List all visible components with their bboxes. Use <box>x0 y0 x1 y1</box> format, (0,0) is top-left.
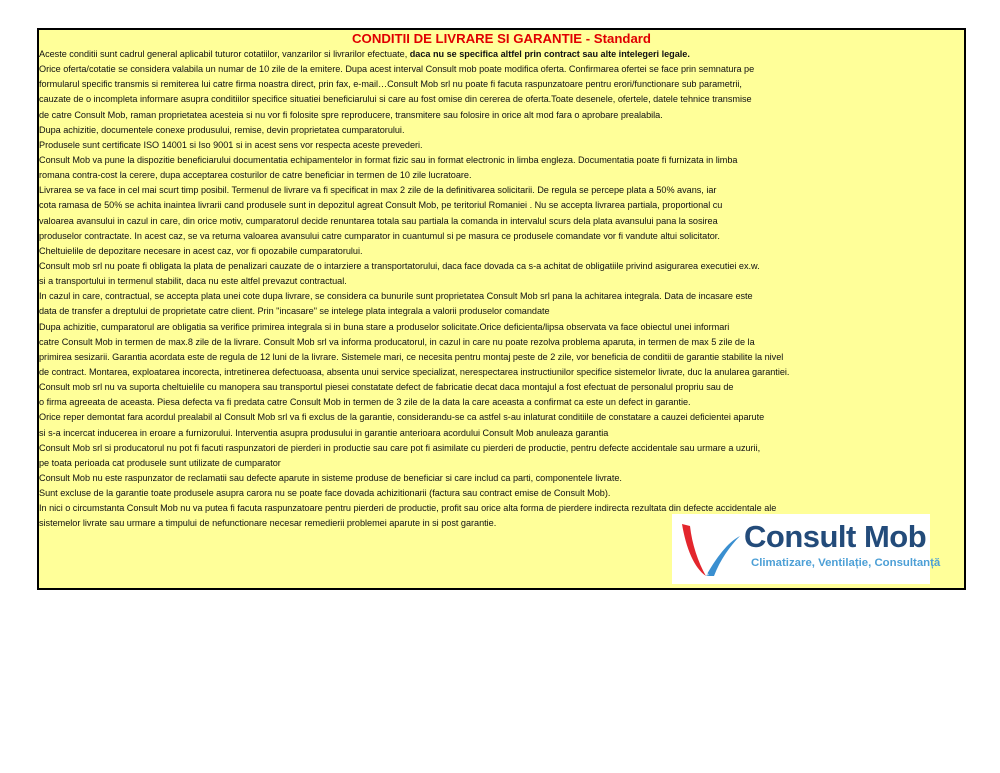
line-text: data de transfer a dreptului de proprietate catre client. Prin "incasare" se intelege plata integrala a valorii produselor comandate <box>39 306 550 317</box>
line-text: formularul specific transmis si remiterea lui catre firma noastra direct, prin fax, e-mail…Consult Mob srl nu poate fi facuta raspunzatoare pentru erori/functionare sub parametrii, <box>39 79 742 90</box>
line-text: Consult Mob srl si producatorul nu pot fi facuti raspunzatori de pierderi in productie sau care pot fi asimilate cu pierderi de productie, pentru defecte accidentale sau urmare a uzurii, <box>39 442 761 453</box>
document-line <box>39 471 964 486</box>
line-text: Produsele sunt certificate ISO 14001 si Iso 9001 si in acest sens vor respecta aceste prevederi. <box>39 139 423 150</box>
line-text: produselor contractate. In acest caz, se va returna valoarea avansului catre cumparator in cuantumul si pe masura ce produsele comandate vor fi vandute altui solicitator. <box>39 230 720 241</box>
line-text: In cazul in care, contractual, se accepta plata unei cote dupa livrare, se considera ca bunurile sunt proprietatea Consult Mob srl pana la achitarea integrala. Data de incasare este <box>39 291 753 302</box>
document-line <box>39 47 964 62</box>
line-text: In nici o circumstanta Consult Mob nu va putea fi facuta raspunzatoare pentru pierderi de productie, profit sau orice alta forma de pierdere indirecta rezultata din defecte accidentale ale <box>39 503 777 514</box>
document-line <box>39 62 964 77</box>
document-title: CONDITII DE LIVRARE SI GARANTIE - Standard <box>352 31 651 46</box>
line-text: de catre Consult Mob, raman proprietatea acesteia si nu vor fi folosite spre reproducere, transmitere sau folosire in orice alt mod fara o aprobare prealabila. <box>39 109 663 120</box>
document-line <box>39 183 964 198</box>
document-line <box>39 168 964 183</box>
document-line <box>39 289 964 304</box>
document-line <box>39 426 964 441</box>
line-text: romana contra-cost la cerere, dupa acceptarea costurilor de catre beneficiar in termen de 10 zile lucratoare. <box>39 170 472 181</box>
document-line <box>39 441 964 456</box>
line-text: primirea sesizarii. Garantia acordata este de regula de 12 luni de la livrare. Sistemele mari, ce necesita pentru montaj peste de 2 zile, vor beneficia de conditii de garantie stabilite la nivel <box>39 351 784 362</box>
document-line <box>39 244 964 259</box>
document-line <box>39 138 964 153</box>
line-text: valoarea avansului in cazul in care, din orice motiv, cumparatorul decide renuntarea totala sau partiala la comanda in intervalul scurs dela plata avansului pana la sosirea <box>39 215 718 226</box>
line-bold-text: daca nu se specifica altfel prin contract sau alte intelegeri legale. <box>409 49 690 59</box>
line-text: Cheltuielile de depozitare necesare in acest caz, vor fi opozabile cumparatorului. <box>39 245 363 256</box>
line-text: pe toata perioada cat produsele sunt utilizate de cumparator <box>39 457 281 468</box>
line-text: Dupa achizitie, cumparatorul are obligatia sa verifice primirea integrala si in buna stare a produselor solicitate.Orice deficienta/lipsa observata va face obiectul unei informari <box>39 321 730 332</box>
line-text: Aceste conditii sunt cadrul general aplicabil tuturor cotatiilor, vanzarilor si livrarilor efectuate, <box>39 49 410 59</box>
document-line <box>39 259 964 274</box>
line-text: Orice oferta/cotatie se considera valabila un numar de 10 zile de la emitere. Dupa acest interval Consult mob poate modifica oferta. Confirmarea ofertei se face prin semnatura pe <box>39 64 755 75</box>
document-line <box>39 229 964 244</box>
line-text: de contract. Montarea, exploatarea incorecta, intretinerea defectuoasa, absenta unui service specializat, nerespectarea instructiunilor specifice sistemelor livrate, duc la anularea garantiei. <box>39 366 790 377</box>
document-line <box>39 380 964 395</box>
document-line <box>39 304 964 319</box>
document-line <box>39 198 964 213</box>
line-text: Consult Mob va pune la dispozitie beneficiarului documentatia echipamentelor in format fizic sau in format electronic in limba engleza. Documentatia poate fi furnizata in limba <box>39 154 738 165</box>
logo-swoosh-icon <box>676 518 742 580</box>
conditions-sheet <box>37 28 966 590</box>
line-text: sistemelor livrate sau urmare a timpului de nefunctionare necesar remedierii problemei aparute in si post garantie. <box>39 518 497 529</box>
document-line <box>39 335 964 350</box>
logo-company-name: Consult Mob <box>744 519 927 554</box>
company-logo <box>672 514 941 584</box>
line-text: cauzate de o incompleta informare asupra conditiilor specifice situatiei beneficiarului si care au fost omise din cererea de oferta.Toate desenele, ofertele, datele tehnice transmise <box>39 94 752 105</box>
document-line <box>39 92 964 107</box>
line-text: Consult mob srl nu poate fi obligata la plata de penalizari cauzate de o intarziere a transportatorului, daca face dovada ca s-a achitat de obligatiile privind asigurarea executiei ex.w. <box>39 260 760 271</box>
document-line <box>39 108 964 123</box>
document-line <box>39 365 964 380</box>
document-line <box>39 486 964 501</box>
line-text: Livrarea se va face in cel mai scurt timp posibil. Termenul de livrare va fi specificat in max 2 zile de la definitivarea solicitarii. De regula se percepe plata a 50% avans, iar <box>39 185 717 196</box>
document-body <box>39 47 964 532</box>
line-text: Consult mob srl nu va suporta cheltuielile cu manopera sau transportul piesei constatate defect de fabricatie decat daca montajul a fost efectuat de personalul propriu sau de <box>39 382 734 393</box>
document-line <box>39 77 964 92</box>
document-line <box>39 320 964 335</box>
line-text: si s-a incercat inducerea in eroare a furnizorului. Interventia asupra produsului in garantie anterioara acordului Consult Mob anuleaza garantia <box>39 427 609 438</box>
document-line <box>39 395 964 410</box>
logo-tagline: Climatizare, Ventilație, Consultanță <box>751 557 941 569</box>
line-text: si a transportului in termenul stabilit, daca nu este altfel prevazut contractual. <box>39 276 347 287</box>
line-text: o firma agreeata de aceasta. Piesa defecta va fi predata catre Consult Mob in termen de 3 zile de la data la care aceasta a confirmat ca este un defect in garantie. <box>39 397 691 408</box>
document-line <box>39 456 964 471</box>
document-line <box>39 123 964 138</box>
document-line <box>39 350 964 365</box>
line-text: Sunt excluse de la garantie toate produsele asupra carora nu se poate face dovada achizitionarii (factura sau contract emise de Consult Mob). <box>39 488 611 499</box>
line-text: Dupa achizitie, documentele conexe produsului, remise, devin proprietatea cumparatorului. <box>39 124 405 135</box>
document-line <box>39 214 964 229</box>
line-text: catre Consult Mob in termen de max.8 zile de la livrare. Consult Mob srl va informa producatorul, in cazul in care nu poate rezolva problema aparuta, in termen de max 5 zile de la <box>39 336 755 347</box>
line-text: Consult Mob nu este raspunzator de reclamatii sau defecte aparute in sisteme produse de beneficiar si care includ ca parti, componentele livrate. <box>39 472 622 483</box>
line-text: Orice reper demontat fara acordul prealabil al Consult Mob srl va fi exclus de la garantie, considerandu-se ca astfel s-au inlaturat conditiile de constatare a cauzei deficientei aparute <box>39 412 765 423</box>
document-line <box>39 274 964 289</box>
document-line <box>39 410 964 425</box>
document-line <box>39 153 964 168</box>
line-text: cota ramasa de 50% se achita inaintea livrarii cand produsele sunt in depozitul agreat Consult Mob, pe teritoriul Romaniei . Nu se accepta livrarea partiala, proportional cu <box>39 200 723 211</box>
